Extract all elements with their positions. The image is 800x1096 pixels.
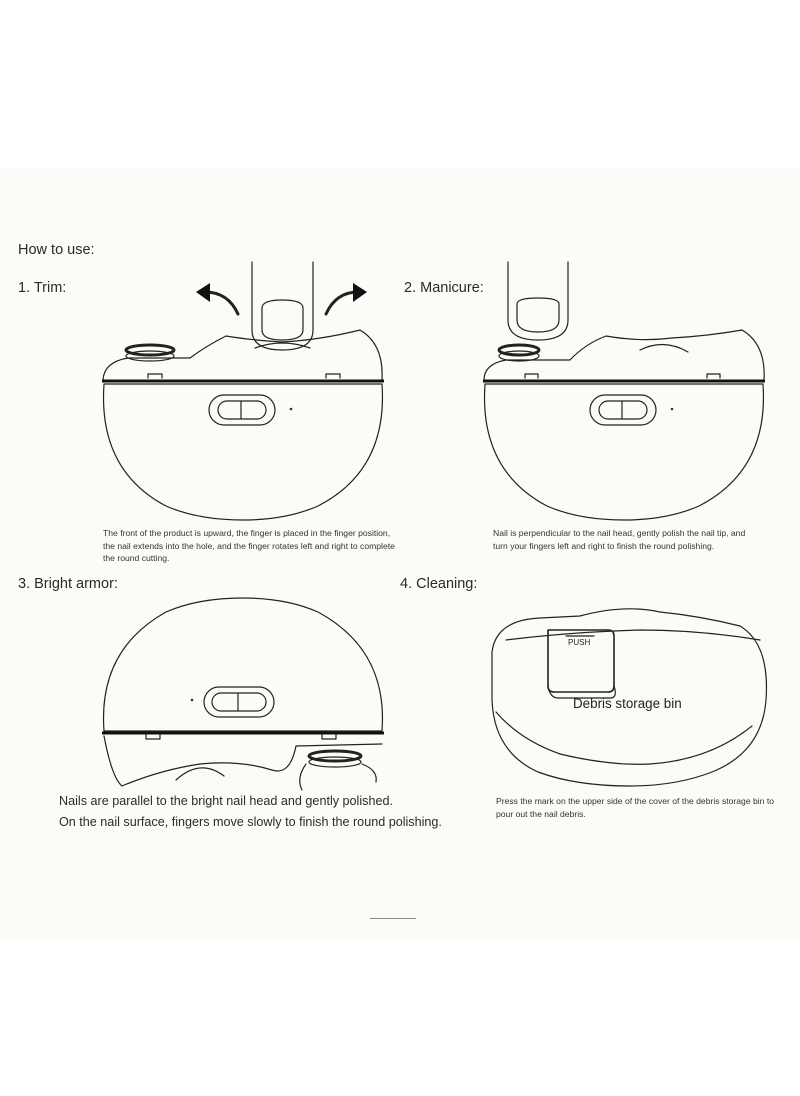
step-2-heading: 2. Manicure: [404, 280, 484, 296]
step-3-heading: 3. Bright armor: [18, 576, 118, 592]
step-3-description-line-1: Nails are parallel to the bright nail head and gently polished. [59, 794, 393, 808]
step-4-description: Press the mark on the upper side of the cover of the debris storage bin to pour out the nail debris. [496, 796, 775, 819]
step-1-description: The front of the product is upward, the finger is placed in the finger position, the nail extends into the hole, and the finger rotates left and right to complete the round cutting. [103, 528, 395, 563]
page-divider [370, 918, 416, 919]
step-4-heading: 4. Cleaning: [400, 576, 478, 592]
step-3-description-line-2: On the nail surface, fingers move slowly to finish the round polishing. [59, 815, 442, 829]
push-label: PUSH [568, 638, 591, 647]
step-2-description: Nail is perpendicular to the nail head, gently polish the nail tip, and turn your fingers left and right to finish the round polishing. [493, 528, 746, 551]
step-1-heading: 1. Trim: [18, 280, 67, 296]
page-title: How to use: [18, 242, 95, 258]
debris-bin-label: Debris storage bin [573, 696, 682, 711]
